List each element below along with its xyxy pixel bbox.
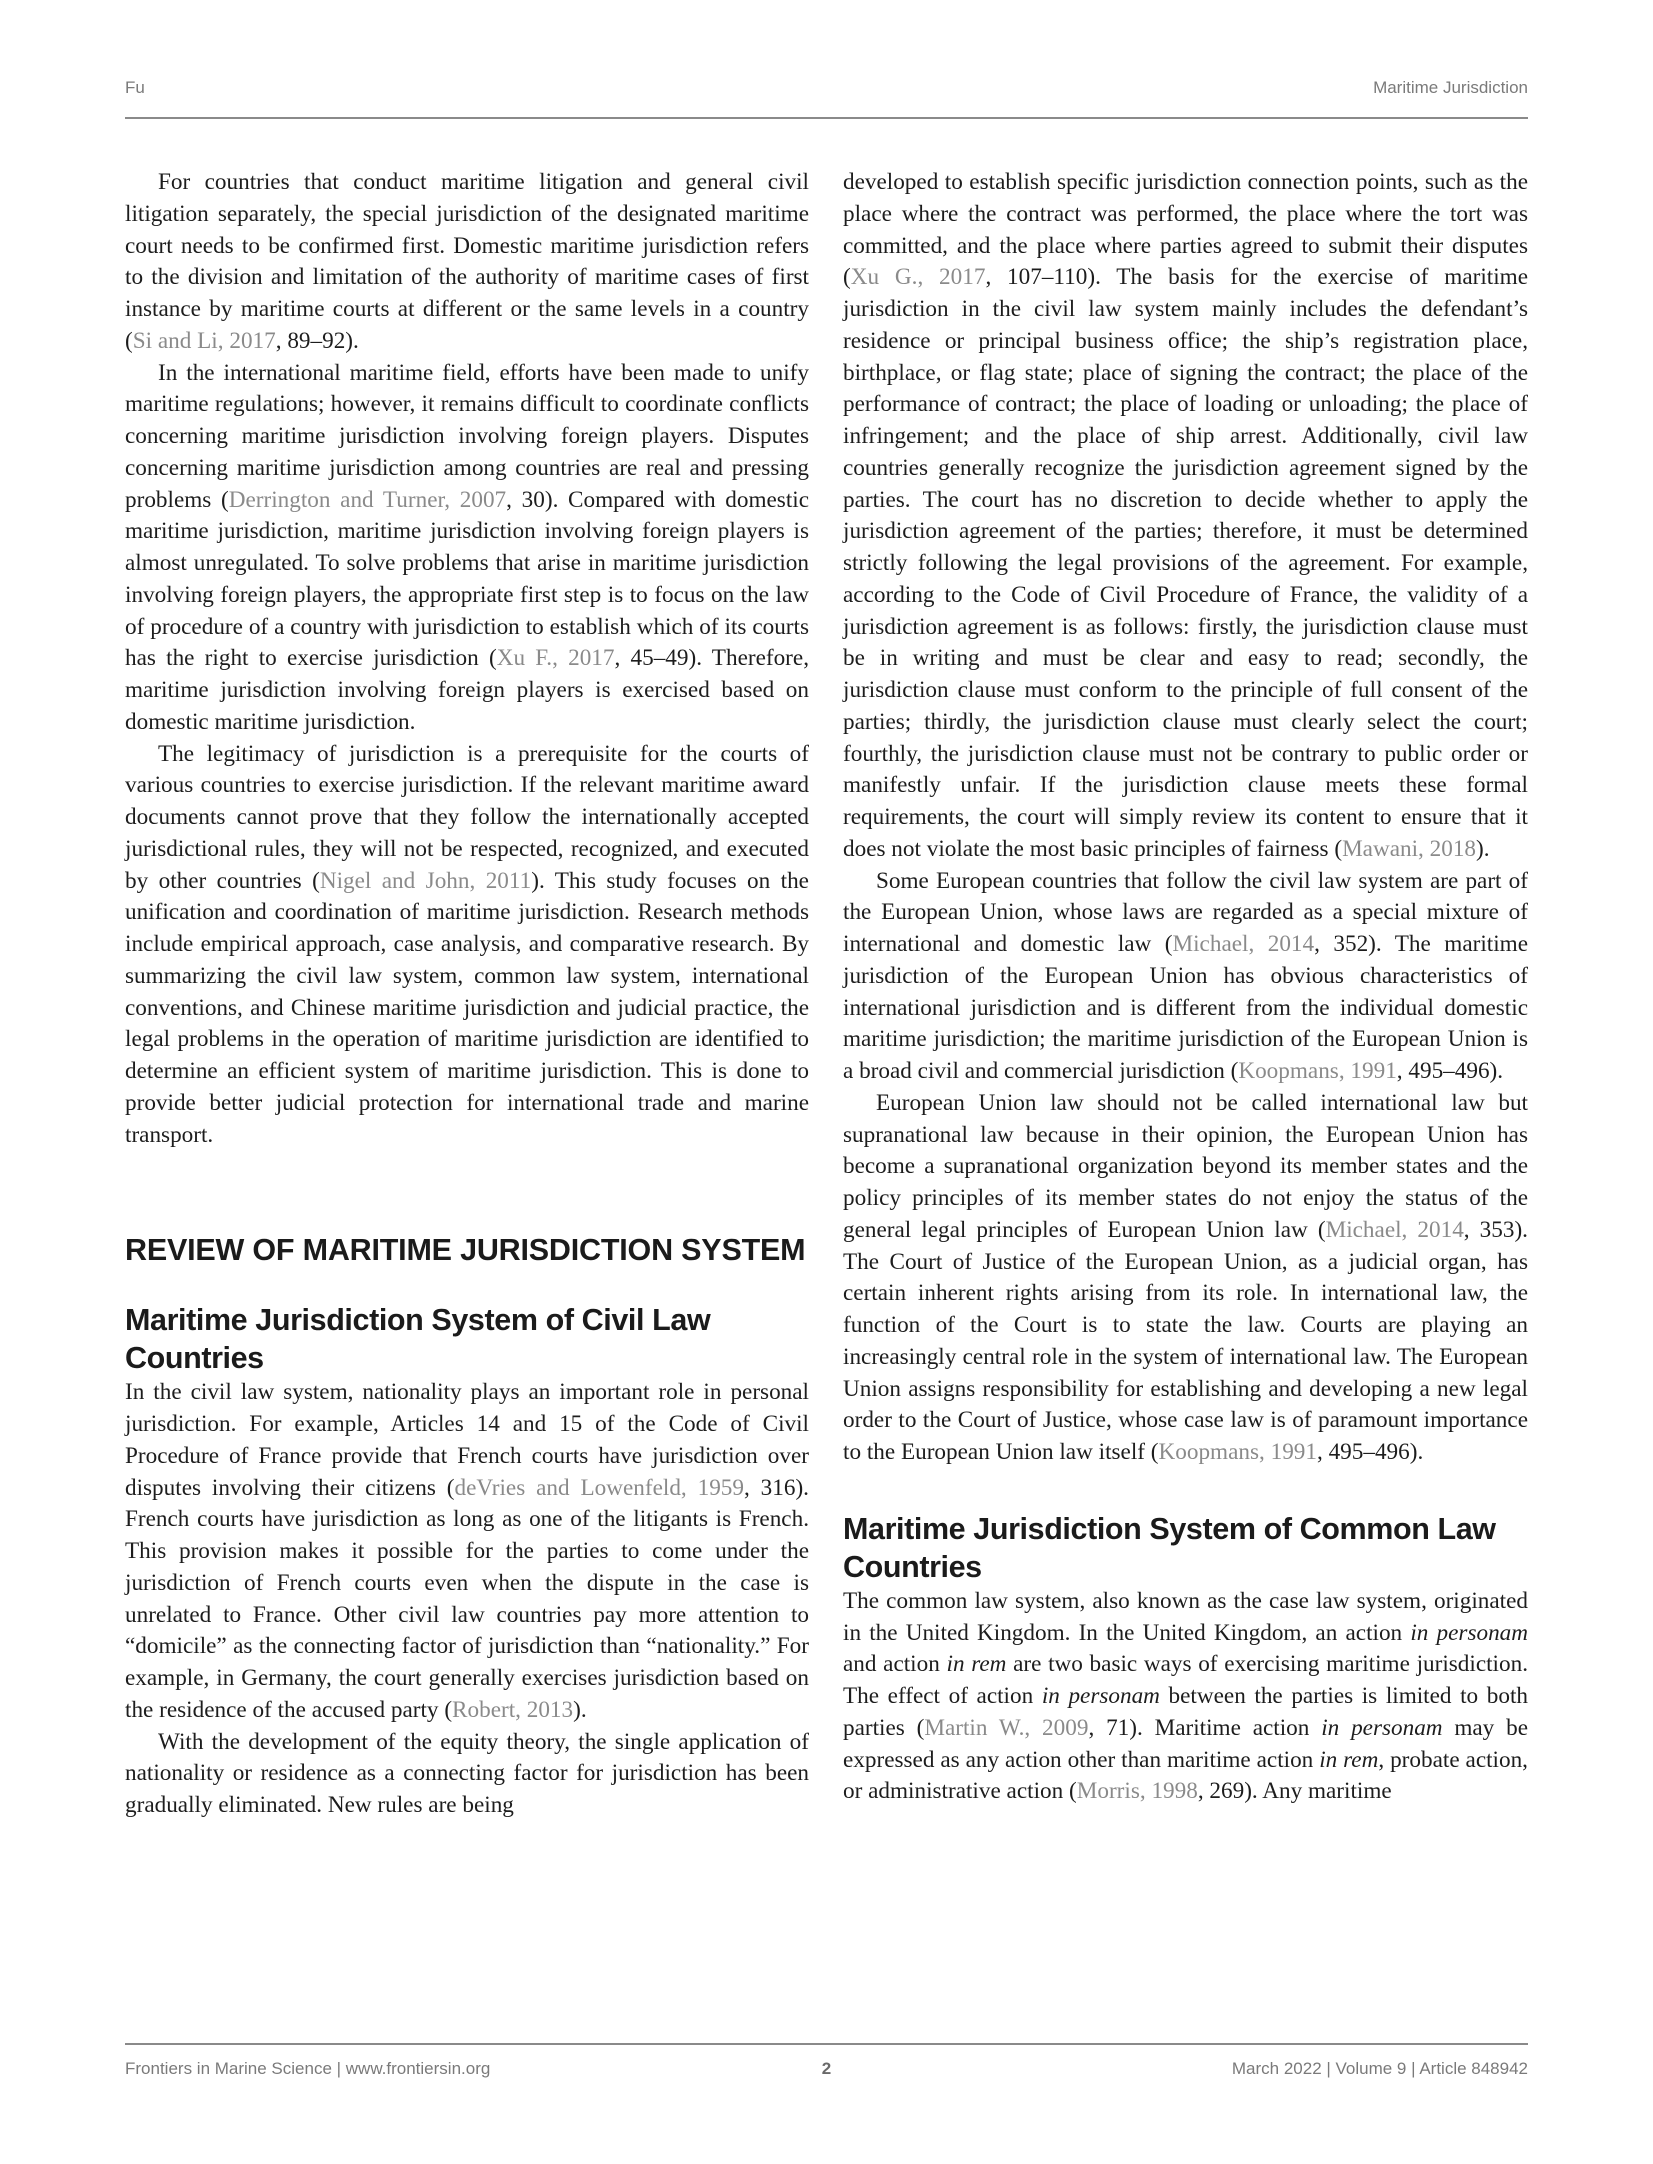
paragraph <box>843 167 1528 866</box>
text: , 269). Any maritime <box>1197 1778 1392 1805</box>
paragraph <box>125 1727 809 1822</box>
citation-link[interactable]: Koopmans, 1991 <box>1158 1439 1317 1465</box>
header-rule <box>125 117 1528 119</box>
text: , 71). Maritime action <box>1088 1714 1322 1741</box>
text: ). <box>573 1696 587 1723</box>
left-column <box>125 167 809 1822</box>
running-header <box>125 78 1528 102</box>
subsection-heading: Maritime Jurisdiction System of Civil Law Countries <box>125 1303 711 1376</box>
paragraph <box>125 1377 809 1726</box>
paragraph <box>843 866 1528 1088</box>
text: , 30). Compared with domestic maritime jurisdiction, maritime jurisdiction involving foreign players is almost unregulated. To solve problems that arise in maritime jurisdiction involving foreign players, the appropriate first step is to focus on the law of procedure of a country with jurisdiction to establish which of its courts has the right to exercise jurisdiction ( <box>125 486 809 672</box>
italic-term: in personam <box>1321 1714 1443 1741</box>
page-number: 2 <box>821 2059 832 2078</box>
citation-link[interactable]: Xu F., 2017 <box>496 645 615 672</box>
citation-link[interactable]: Mawani, 2018 <box>1342 835 1477 862</box>
text: The common law system, also known as the case law system, originated in the United Kingdom. In the United Kingdom, an action <box>843 1587 1528 1646</box>
citation-link[interactable]: Robert, 2013 <box>452 1696 574 1723</box>
subsection-heading: Maritime Jurisdiction System of Common Law Countries <box>843 1511 1496 1584</box>
text: The legitimacy of jurisdiction is a prerequisite for the courts of various countries to exercise jurisdiction. If the relevant maritime award documents cannot prove that they follow the internationally accepted jurisdictional rules, they will not be respected, recognized, and executed by other countries ( <box>125 740 809 894</box>
citation-link[interactable]: Martin W., 2009 <box>924 1714 1089 1741</box>
paragraph <box>843 1088 1528 1469</box>
paragraph <box>125 739 809 1152</box>
text: , 45–49). Therefore, maritime jurisdiction involving foreign players is exercised based on domestic maritime jurisdiction. <box>125 645 809 735</box>
citation-link[interactable]: Si and Li, 2017 <box>132 327 276 354</box>
text: , 352). The maritime jurisdiction of the European Union has obvious characteristics of international jurisdiction and is different from the individual domestic maritime jurisdiction; the maritime jurisdiction of the European Union is a broad civil and commercial jurisdiction ( <box>843 931 1528 1084</box>
right-column <box>843 167 1528 1808</box>
text: ). This study focuses on the unification and coordination of maritime jurisdiction. Research methods include empirical approach, case analysis, and comparative research. By summarizing the civil law system, common law system, international conventions, and Chinese maritime jurisdiction and judicial practice, the legal problems in the operation of maritime jurisdiction are identified to determine an efficient system of maritime jurisdiction. This is done to provide better judicial protection for international trade and marine transport. <box>125 867 809 1148</box>
text: In the international maritime field, efforts have been made to unify maritime regulations; however, it remains difficult to coordinate conflicts concerning maritime jurisdiction involving foreign players. Disputes concerning maritime jurisdiction among countries are real and pressing problems ( <box>125 359 809 513</box>
footer-rule <box>125 2043 1528 2045</box>
text: , 353). The Court of Justice of the European Union, as a judicial organ, has certain inherent rights arising from its role. In international law, the function of the Court is to state the law. Courts are playing an increasingly central role in the system of international law. The European Union assigns responsibility for establishing and developing a new legal order to the Court of Justice, whose case law is of paramount importance to the European Union law itself ( <box>843 1216 1528 1465</box>
text: developed to establish specific jurisdiction connection points, such as the place where the contract was performed, the place where the tort was committed, and the place where parties agreed to submit their disputes ( <box>843 169 1528 291</box>
citation-link[interactable]: Derrington and Turner, 2007 <box>228 486 507 513</box>
citation-link[interactable]: Xu G., 2017 <box>850 264 986 291</box>
text: ). <box>1476 835 1490 862</box>
text: and action <box>843 1651 947 1678</box>
citation-link[interactable]: Michael, 2014 <box>1172 931 1315 957</box>
header-short-title: Maritime Jurisdiction <box>1373 78 1528 97</box>
footer-issue-info: March 2022 | Volume 9 | Article 848942 <box>1231 2059 1528 2078</box>
italic-term: in personam <box>1410 1619 1528 1646</box>
italic-term: in rem <box>1319 1746 1379 1773</box>
citation-link[interactable]: Morris, 1998 <box>1076 1778 1198 1805</box>
text: In the civil law system, nationality plays an important role in personal jurisdiction. For example, Articles 14 and 15 of the Code of Civil Procedure of France provide that French courts have jurisdiction over disputes involving their citizens ( <box>125 1379 809 1501</box>
text: For countries that conduct maritime litigation and general civil litigation separately, the special jurisdiction of the designated maritime court needs to be confirmed first. Domestic maritime jurisdiction refers to the division and limitation of the authority of maritime cases of first instance by maritime courts at different or the same levels in a country ( <box>125 169 809 354</box>
paragraph <box>843 1586 1528 1808</box>
text: European Union law should not be called international law but supranational law because in their opinion, the European Union has become a supranational organization beyond its member states and the policy principles of its member states do not enjoy the status of the general legal principles of European Union law ( <box>843 1089 1528 1243</box>
text: , 495–496). <box>1316 1439 1424 1465</box>
text: , 316). French courts have jurisdiction as long as one of the litigants is French. This provision makes it possible for the parties to come under the jurisdiction of French courts even when the dispute in the case is unrelated to France. Other civil law countries pay more attention to “domicile” as the connecting factor of jurisdiction than “nationality.” For example, in Germany, the court generally exercises jurisdiction based on the residence of the accused party ( <box>125 1474 809 1723</box>
paragraph <box>125 358 809 739</box>
text: , probate action, or administrative action ( <box>843 1746 1528 1805</box>
citation-link[interactable]: Koopmans, 1991 <box>1238 1058 1397 1084</box>
text: are two basic ways of exercising maritime jurisdiction. The effect of action <box>843 1651 1528 1709</box>
text: , 89–92). <box>275 327 359 354</box>
header-author: Fu <box>125 78 145 97</box>
text: With the development of the equity theory, the single application of nationality or residence as a connecting factor for jurisdiction has been gradually eliminated. New rules are being <box>125 1728 809 1818</box>
paragraph <box>125 167 809 358</box>
page-footer <box>125 2059 1528 2083</box>
section-heading: REVIEW OF MARITIME JURISDICTION SYSTEM <box>125 1233 806 1268</box>
text: , 495–496). <box>1396 1058 1504 1084</box>
citation-link[interactable]: deVries and Lowenfeld, 1959 <box>454 1474 744 1501</box>
text: Some European countries that follow the civil law system are part of the European Union, whose laws are regarded as a special mixture of international and domestic law ( <box>843 867 1528 957</box>
citation-link[interactable]: Nigel and John, 2011 <box>319 867 532 894</box>
citation-link[interactable]: Michael, 2014 <box>1325 1216 1464 1243</box>
italic-term: in rem <box>946 1651 1007 1678</box>
text: , 107–110). The basis for the exercise of maritime jurisdiction in the civil law system mainly includes the defendant’s residence or principal business office; the ship’s registration place, birthplace, or flag state; place of signing the contract; the place of the performance of contract; the place of loading or unloading; the place of infringement; and the place of ship arrest. Additionally, civil law countries generally recognize the jurisdiction agreement signed by the parties. The court has no discretion to decide whether to apply the jurisdiction agreement of the parties; therefore, it must be determined strictly following the legal provisions of the agreement. For example, according to the Code of Civil Procedure of France, the validity of a jurisdiction agreement is as follows: firstly, the jurisdiction clause must be in writing and must be clear and easy to read; secondly, the jurisdiction clause must conform to the principle of full consent of the parties; thirdly, the jurisdiction clause must clearly select the court; fourthly, the jurisdiction clause must not be contrary to public order or manifestly unfair. If the jurisdiction clause meets these formal requirements, the court will simply review its content to ensure that it does not violate the most basic principles of fairness ( <box>843 264 1528 862</box>
footer-journal[interactable]: Frontiers in Marine Science | www.frontiersin.org <box>125 2059 491 2078</box>
text: may be expressed as any action other than maritime action <box>843 1714 1528 1773</box>
italic-term: in personam <box>1041 1683 1160 1709</box>
text: between the parties is limited to both parties ( <box>843 1683 1528 1741</box>
